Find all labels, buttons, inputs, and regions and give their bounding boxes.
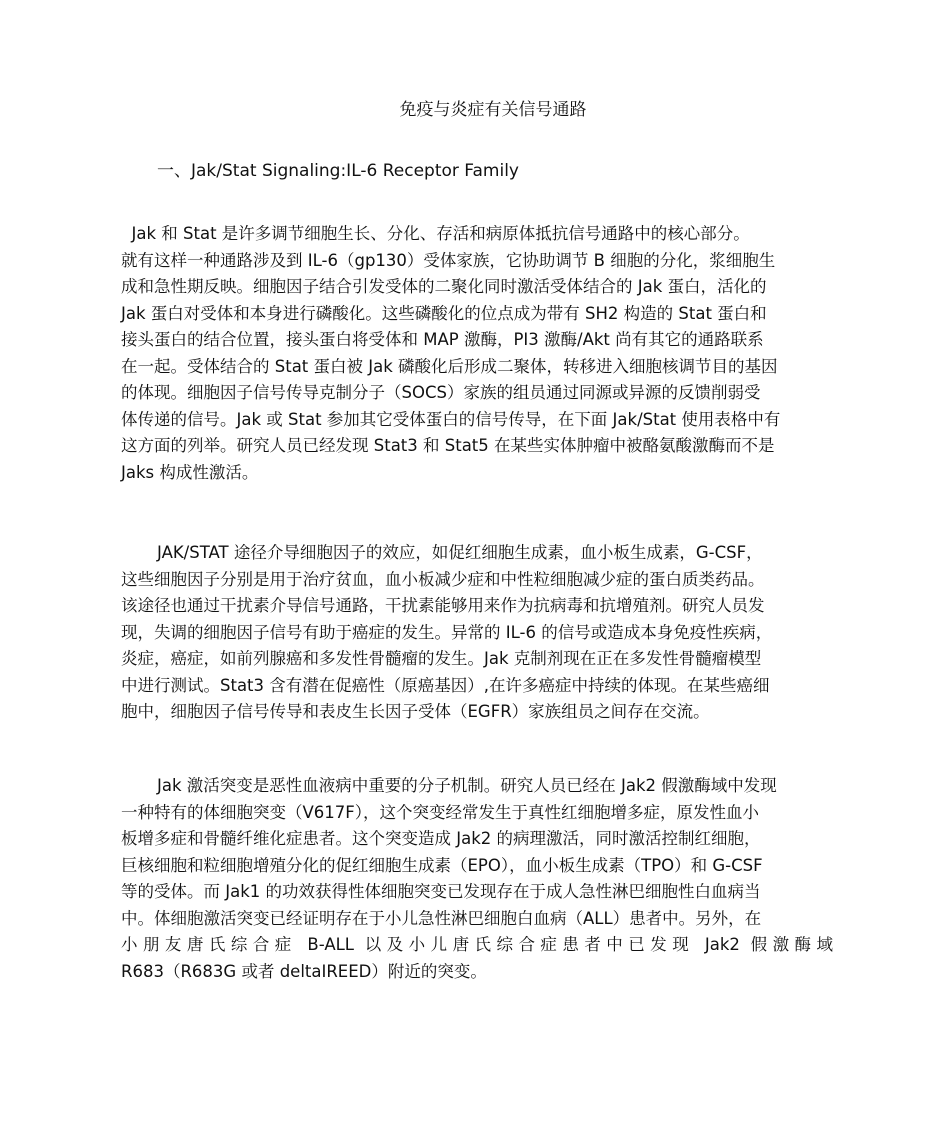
paragraph-line: Jak 激活突变是恶性血液病中重要的分子机制。研究人员已经在 Jak2 假激酶域中发现 bbox=[157, 776, 777, 795]
paragraph-line: 接头蛋白的结合位置，接头蛋白将受体和 MAP 激酶，PI3 激酶/Akt 尚有其它的通路联系 bbox=[121, 330, 764, 349]
paragraph-line: 在一起。受体结合的 Stat 蛋白被 Jak 磷酸化后形成二聚体，转移进入细胞核调节目的基因 bbox=[121, 356, 778, 376]
paragraph-line: 这方面的列举。研究人员已经发现 Stat3 和 Stat5 在某些实体肿瘤中被酪氨酸激酶而不是 bbox=[121, 436, 775, 455]
paragraph-1 bbox=[121, 221, 833, 486]
paragraph-2 bbox=[121, 540, 833, 726]
paragraph-line: 等的受体。而 Jak1 的功效获得性体细胞突变已发现存在于成人急性淋巴细胞性白血病当 bbox=[121, 882, 761, 901]
paragraph-line: Jak 和 Stat 是许多调节细胞生长、分化、存活和病原体抵抗信号通路中的核心部分。 bbox=[121, 224, 750, 243]
paragraph-line: 胞中，细胞因子信号传导和表皮生长因子受体（EGFR）家族组员之间存在交流。 bbox=[121, 702, 710, 721]
paragraph-line: 板增多症和骨髓纤维化症患者。这个突变造成 Jak2 的病理激活，同时激活控制红细胞， bbox=[121, 829, 761, 848]
paragraph-line: 巨核细胞和粒细胞增殖分化的促红细胞生成素（EPO），血小板生成素（TPO）和 G-CSF bbox=[121, 855, 763, 875]
section-heading: 一、Jak/Stat Signaling:IL-6 Receptor Family bbox=[157, 161, 519, 181]
paragraph-line: 中进行测试。Stat3 含有潜在促癌性（原癌基因）,在许多癌症中持续的体现。在某些癌细 bbox=[121, 675, 770, 695]
paragraph-line: 中。体细胞激活突变已经证明存在于小儿急性淋巴细胞白血病（ALL）患者中。另外，在 bbox=[121, 908, 762, 928]
paragraph-line: 就有这样一种通路涉及到 IL-6（gp130）受体家族，它协助调节 B 细胞的分化，浆细胞生 bbox=[121, 250, 776, 270]
paragraph-line: Jaks 构成性激活。 bbox=[121, 462, 259, 482]
paragraph-line: 成和急性期反映。细胞因子结合引发受体的二聚化同时激活受体结合的 Jak 蛋白，活化的 bbox=[121, 277, 767, 296]
paragraph-line: 这些细胞因子分别是用于治疗贫血，血小板减少症和中性粒细胞减少症的蛋白质类药品。 bbox=[121, 569, 765, 589]
paragraph-line: R683（R683G 或者 deltaIREED）附近的突变。 bbox=[121, 961, 487, 981]
paragraph-line: 的体现。细胞因子信号传导克制分子（SOCS）家族的组员通过同源或异源的反馈削弱受 bbox=[121, 383, 761, 402]
paragraph-line: 炎症，癌症，如前列腺癌和多发性骨髓瘤的发生。Jak 克制剂现在正在多发性骨髓瘤模型 bbox=[121, 649, 762, 668]
paragraph-3 bbox=[121, 773, 833, 985]
document-title: 免疫与炎症有关信号通路 bbox=[399, 100, 587, 120]
paragraph-line: 现，失调的细胞因子信号有助于癌症的发生。异常的 IL-6 的信号或造成本身免疫性疾病， bbox=[121, 622, 773, 642]
paragraph-line: 体传递的信号。Jak 或 Stat 参加其它受体蛋白的信号传导，在下面 Jak/Stat 使用表格中有 bbox=[121, 409, 781, 429]
paragraph-line: 小朋友唐氏综合症 B-ALL 以及小儿唐氏综合症患者中已发现 Jak2 假激酶域 bbox=[121, 935, 833, 954]
paragraph-line: JAK/STAT 途径介导细胞因子的效应，如促红细胞生成素，血小板生成素，G-CSF， bbox=[157, 543, 763, 562]
paragraph-line: Jak 蛋白对受体和本身进行磷酸化。这些磷酸化的位点成为带有 SH2 构造的 Stat 蛋白和 bbox=[121, 303, 767, 323]
paragraph-line: 该途径也通过干扰素介导信号通路，干扰素能够用来作为抗病毒和抗增殖剂。研究人员发 bbox=[121, 596, 765, 615]
paragraph-line: 一种特有的体细胞突变（V617F），这个突变经常发生于真性红细胞增多症，原发性血小 bbox=[121, 802, 760, 822]
